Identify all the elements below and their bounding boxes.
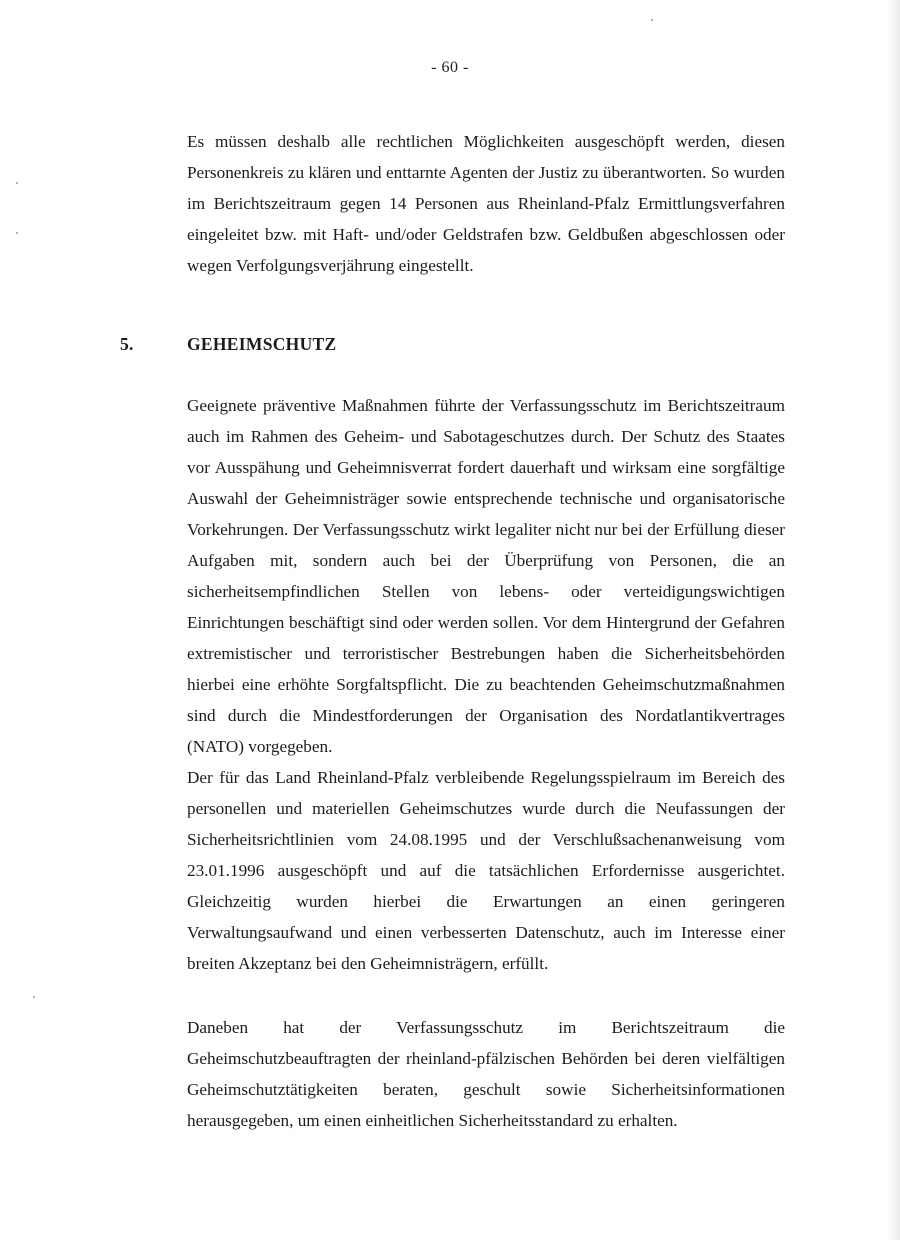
scan-speck bbox=[651, 19, 653, 21]
section-body bbox=[187, 390, 785, 979]
section-paragraph-1: Geeignete präventive Maßnahmen führte der Verfassungsschutz im Berichtszeitraum auch im Rahmen des Geheim- und Sabotageschutzes durch. Der Schutz des Staates vor Ausspähung und Geheimnisverrat fordert dauerhaft und wirksam eine sorgfältige Auswahl der Geheimnisträger sowie entsprechende technische und organisatorische Vorkehrungen. Der Verfassungsschutz wirkt legaliter nicht nur bei der Erfüllung dieser Aufgaben mit, sondern auch bei der Überprüfung von Personen, die an sicherheitsempfindlichen Stellen von lebens- oder verteidigungswichtigen Einrichtungen beschäftigt sind oder werden sollen. Vor dem Hintergrund der Gefahren extremistischer und terroristischer Bestrebungen haben die Sicherheitsbehörden hierbei eine erhöhte Sorgfaltspflicht. Die zu beachtenden Geheimschutzmaßnahmen sind durch die Mindestforderungen der Organisation des Nordatlantikvertrages (NATO) vorgegeben. bbox=[187, 396, 785, 756]
section-title: GEHEIMSCHUTZ bbox=[187, 334, 337, 354]
closing-body bbox=[187, 1012, 785, 1136]
intro-paragraph bbox=[187, 126, 785, 281]
scan-speck bbox=[16, 182, 18, 184]
section-paragraph-2: Der für das Land Rheinland-Pfalz verbleibende Regelungsspielraum im Bereich des personellen und materiellen Geheimschutzes wurde durch die Neufassungen der Sicherheitsrichtlinien vom 24.08.1995 und der Verschlußsachenanweisung vom 23.01.1996 ausgeschöpft und auf die tatsächlichen Erfordernisse ausgerichtet. Gleichzeitig wurden hierbei die Erwartungen an einen geringeren Verwaltungsaufwand und einen verbesserten Datenschutz, auch im Interesse einer breiten Akzeptanz bei den Geheimnisträgern, erfüllt. bbox=[187, 768, 785, 973]
section-number: 5. bbox=[120, 334, 134, 354]
page-number: - 60 - bbox=[431, 59, 469, 76]
scan-edge-shadow bbox=[886, 0, 900, 1240]
scan-speck bbox=[33, 996, 35, 998]
scan-speck bbox=[16, 232, 18, 234]
intro-paragraph-text: Es müssen deshalb alle rechtlichen Möglichkeiten ausgeschöpft werden, diesen Personenkreis zu klären und enttarnte Agenten der Justiz zu überantworten. So wurden im Berichtszeitraum gegen 14 Personen aus Rheinland-Pfalz Ermittlungsverfahren eingeleitet bzw. mit Haft- und/oder Geldstrafen bzw. Geldbußen abgeschlossen oder wegen Verfolgungsverjährung eingestellt. bbox=[187, 132, 785, 275]
section-paragraph-3: Daneben hat der Verfassungsschutz im Berichtszeitraum die Geheimschutzbeauftragten der rheinland-pfälzischen Behörden bei deren vielfältigen Geheimschutztätigkeiten beraten, geschult sowie Sicherheitsinformationen herausgegeben, um einen einheitlichen Sicherheitsstandard zu erhalten. bbox=[187, 1018, 785, 1130]
